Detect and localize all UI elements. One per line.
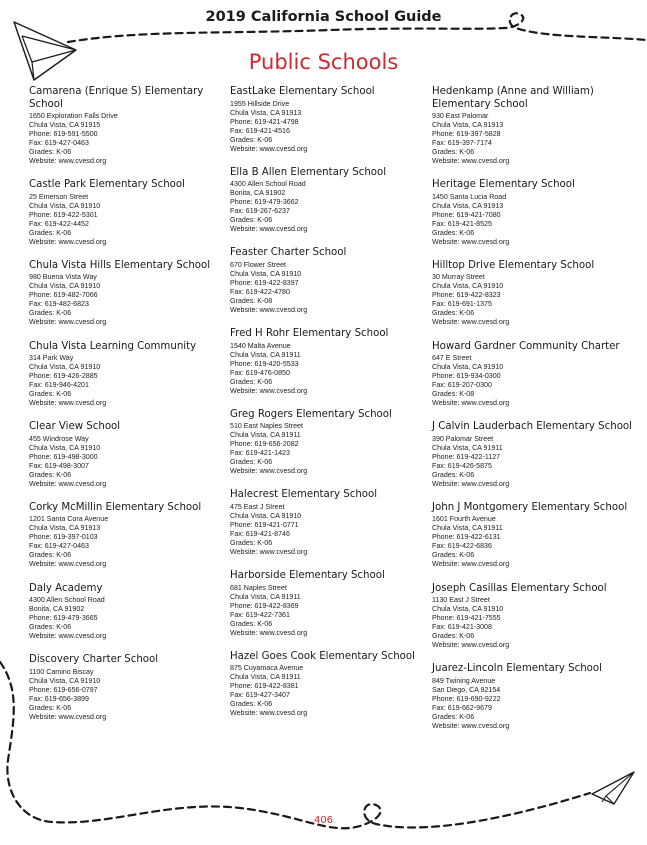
school-column-3 <box>432 86 632 744</box>
school-website: Website: www.cvesd.org <box>230 709 308 718</box>
school-phone: Phone: 619-421-7080 <box>432 210 501 219</box>
school-phone: Phone: 619-934-0300 <box>432 372 501 381</box>
school-fax: Fax: 619-421-1423 <box>230 449 290 458</box>
school-fax: Fax: 619-421-8525 <box>432 219 492 228</box>
school-grades: Grades: K-06 <box>432 551 475 560</box>
school-city: Chula Vista, CA 91911 <box>230 673 301 682</box>
school-city: Chula Vista, CA 91911 <box>432 443 503 452</box>
school-city: Chula Vista, CA 91911 <box>230 592 301 601</box>
school-website: Website: www.cvesd.org <box>230 225 308 234</box>
school-website: Website: www.cvesd.org <box>230 305 308 314</box>
school-city: Chula Vista, CA 91910 <box>230 511 302 520</box>
school-fax: Fax: 619-422-6836 <box>432 542 492 551</box>
school-grades: Grades: K-06 <box>230 377 273 386</box>
school-website: Website: www.cvesd.org <box>432 157 510 165</box>
school-name: Camarena (Enrique S) Elementary School <box>29 86 204 110</box>
guide-title: 2019 California School Guide <box>205 9 442 25</box>
school-name: Castle Park Elementary School <box>29 179 185 191</box>
school-name: Halecrest Elementary School <box>230 489 378 501</box>
school-address: 670 Flower Street <box>230 260 286 269</box>
school-phone: Phone: 619-421-4798 <box>230 117 299 126</box>
school-phone: Phone: 619-422-1127 <box>432 452 501 461</box>
school-website: Website: www.cvesd.org <box>432 641 510 650</box>
school-name: Clear View School <box>29 421 121 433</box>
school-name: J Calvin Lauderbach Elementary School <box>432 421 632 433</box>
school-column-2 <box>230 86 430 732</box>
school-grades: Grades: K-06 <box>230 538 273 547</box>
school-phone: Phone: 619-482-7066 <box>29 291 98 300</box>
school-listing <box>432 583 632 651</box>
school-city: Chula Vista, CA 91911 <box>230 431 301 440</box>
school-name: Fred H Rohr Elementary School <box>230 328 389 340</box>
school-website: Website: www.cvesd.org <box>29 318 107 327</box>
school-grades: Grades: K-06 <box>432 228 475 237</box>
school-fax: Fax: 619-691-1375 <box>432 300 492 309</box>
school-city: Chula Vista, CA 91910 <box>29 363 101 372</box>
school-phone: Phone: 619-656-2082 <box>230 440 299 449</box>
school-name: Chula Vista Learning Community <box>29 340 197 352</box>
school-phone: Phone: 619-421-7555 <box>432 614 501 623</box>
page-number: 406 <box>313 815 334 826</box>
school-phone: Phone: 619-498-3000 <box>29 452 98 461</box>
school-grades: Grades: K-06 <box>29 623 72 632</box>
school-listing <box>29 421 229 489</box>
school-address: 930 East Palomar <box>432 112 489 120</box>
school-listing <box>432 421 632 489</box>
school-address: 4300 Allen School Road <box>230 180 306 189</box>
school-address: 681 Naples Street <box>230 583 287 592</box>
school-phone: Phone: 619-422-8381 <box>230 682 299 691</box>
school-website: Website: www.cvesd.org <box>432 399 510 408</box>
school-website: Website: www.cvesd.org <box>29 399 107 408</box>
school-name: Chula Vista Hills Elementary School <box>29 259 211 271</box>
school-city: Chula Vista, CA 91911 <box>432 524 503 533</box>
school-grades: Grades: K-08 <box>432 390 475 399</box>
school-website: Website: www.cvesd.org <box>230 628 308 637</box>
school-city: Chula Vista, CA 91910 <box>432 363 504 372</box>
school-city: Chula Vista, CA 91910 <box>29 443 101 452</box>
school-fax: Fax: 619-656-3899 <box>29 694 89 703</box>
school-address: 647 E Street <box>432 354 472 363</box>
school-city: Chula Vista, CA 91910 <box>432 605 504 614</box>
school-fax: Fax: 619-397-7174 <box>432 139 492 147</box>
school-address: 1650 Exploration Falls Drive <box>29 112 118 120</box>
school-listing <box>432 502 632 570</box>
school-fax: Fax: 619-421-8746 <box>230 529 290 538</box>
school-name: Heritage Elementary School <box>432 179 575 191</box>
school-phone: Phone: 619-656-0797 <box>29 685 98 694</box>
school-phone: Phone: 619-397-0103 <box>29 533 98 542</box>
school-fax: Fax: 619-427-0463 <box>29 139 89 147</box>
school-listing <box>29 260 229 328</box>
school-fax: Fax: 619-482-6823 <box>29 300 89 309</box>
school-listing <box>432 341 632 409</box>
school-name: Greg Rogers Elementary School <box>230 408 392 420</box>
school-city: San Diego, CA 92154 <box>432 685 501 694</box>
school-fax: Fax: 619-426-5875 <box>432 461 492 470</box>
school-website: Website: www.cvesd.org <box>230 144 308 153</box>
school-address: 1601 Fourth Avenue <box>432 515 496 524</box>
school-address: 390 Palomar Street <box>432 434 494 443</box>
school-website: Website: www.cvesd.org <box>29 632 107 641</box>
school-listing <box>432 260 632 328</box>
school-grades: Grades: K-06 <box>432 712 475 721</box>
school-website: Website: www.cvesd.org <box>29 712 107 721</box>
school-website: Website: www.cvesd.org <box>432 237 510 246</box>
school-address: 1201 Santa Cora Avenue <box>29 515 109 524</box>
school-city: Chula Vista, CA 91915 <box>29 121 101 129</box>
school-grades: Grades: K-06 <box>230 216 273 225</box>
school-address: 25 Emerson Street <box>29 192 89 201</box>
school-city: Chula Vista, CA 91913 <box>432 121 504 129</box>
school-website: Website: www.cvesd.org <box>230 467 308 476</box>
school-phone: Phone: 619-422-5301 <box>29 210 98 219</box>
school-fax: Fax: 619-422-7361 <box>230 610 290 619</box>
school-address: 314 Park Way <box>29 354 74 363</box>
school-website: Website: www.cvesd.org <box>432 721 510 730</box>
school-name: Corky McMillin Elementary School <box>29 501 202 513</box>
school-name: Harborside Elementary School <box>230 570 385 582</box>
school-listing <box>432 179 632 247</box>
section-title: Public Schools <box>248 50 399 74</box>
school-address: 980 Buena Vista Way <box>29 273 97 282</box>
school-address: 30 Murray Street <box>432 273 485 282</box>
school-phone: Phone: 619-479-3665 <box>29 614 98 623</box>
school-name: EastLake Elementary School <box>230 86 375 97</box>
school-phone: Phone: 619-426-2885 <box>29 372 98 381</box>
school-name: Hedenkamp (Anne and William) Elementary School <box>432 86 594 110</box>
school-listing <box>29 341 229 409</box>
school-listing <box>432 86 632 166</box>
school-city: Bonita, CA 91902 <box>29 605 85 614</box>
school-fax: Fax: 619-476-0850 <box>230 368 290 377</box>
school-fax: Fax: 619-421-4516 <box>230 126 290 135</box>
school-name: Joseph Casillas Elementary School <box>432 582 607 594</box>
school-listing <box>29 654 229 722</box>
school-listing <box>29 86 229 166</box>
school-phone: Phone: 619-422-6131 <box>432 533 501 542</box>
school-address: 1955 Hillside Drive <box>230 99 290 108</box>
school-grades: Grades: K-06 <box>230 619 273 628</box>
school-listing <box>230 247 430 315</box>
school-city: Chula Vista, CA 91911 <box>230 350 301 359</box>
school-name: Hazel Goes Cook Elementary School <box>230 650 415 662</box>
school-grades: Grades: K-06 <box>230 135 273 144</box>
school-listing <box>230 167 430 235</box>
school-name: Discovery Charter School <box>29 654 159 666</box>
school-phone: Phone: 619-420-5533 <box>230 359 299 368</box>
school-address: 475 East J Street <box>230 502 285 511</box>
school-grades: Grades: K-06 <box>230 458 273 467</box>
school-grades: Grades: K-06 <box>29 228 72 237</box>
school-listing <box>230 489 430 557</box>
school-phone: Phone: 619-479-3662 <box>230 198 299 207</box>
school-fax: Fax: 619-427-0463 <box>29 542 89 551</box>
school-fax: Fax: 619-421-3008 <box>432 623 492 632</box>
school-listing <box>230 409 430 477</box>
school-city: Chula Vista, CA 91913 <box>230 108 302 117</box>
school-website: Website: www.cvesd.org <box>432 560 510 569</box>
school-address: 849 Twining Avenue <box>432 676 496 685</box>
school-listing <box>230 651 430 719</box>
school-fax: Fax: 619-207-0300 <box>432 381 492 390</box>
school-fax: Fax: 619-946-4201 <box>29 381 89 390</box>
school-website: Website: www.cvesd.org <box>29 479 107 488</box>
school-name: Howard Gardner Community Charter <box>432 340 620 352</box>
school-fax: Fax: 619-422-4452 <box>29 219 89 228</box>
school-grades: Grades: K-06 <box>29 703 72 712</box>
school-phone: Phone: 619-422-8323 <box>432 291 501 300</box>
school-grades: Grades: K-06 <box>432 309 475 318</box>
school-listing <box>230 86 430 154</box>
school-website: Website: www.cvesd.org <box>29 157 107 165</box>
school-name: Feaster Charter School <box>230 247 347 259</box>
school-website: Website: www.cvesd.org <box>230 386 308 395</box>
school-grades: Grades: K-06 <box>29 551 72 560</box>
school-address: 510 East Naples Street <box>230 422 303 431</box>
school-phone: Phone: 619-591-5500 <box>29 130 98 138</box>
school-address: 455 Windrose Way <box>29 434 89 443</box>
school-grades: Grades: K-06 <box>29 390 72 399</box>
school-city: Chula Vista, CA 91910 <box>432 282 504 291</box>
school-grades: Grades: K-06 <box>432 470 475 479</box>
school-grades: Grades: K-06 <box>432 148 475 156</box>
school-listing <box>230 328 430 396</box>
school-website: Website: www.cvesd.org <box>29 560 107 569</box>
school-website: Website: www.cvesd.org <box>230 547 308 556</box>
school-grades: Grades: K-06 <box>230 700 273 709</box>
school-fax: Fax: 619-662-9679 <box>432 703 492 712</box>
school-city: Chula Vista, CA 91913 <box>432 201 504 210</box>
school-grades: Grades: K-06 <box>29 148 72 156</box>
school-city: Chula Vista, CA 91910 <box>29 201 101 210</box>
school-address: 4300 Allen School Road <box>29 596 105 605</box>
school-phone: Phone: 619-397-5828 <box>432 130 501 138</box>
school-listing <box>29 583 229 642</box>
school-fax: Fax: 619-422-4780 <box>230 287 290 296</box>
school-fax: Fax: 619-427-3407 <box>230 691 290 700</box>
school-phone: Phone: 619-421-0771 <box>230 520 299 529</box>
school-phone: Phone: 619-422-8369 <box>230 601 299 610</box>
school-grades: Grades: K-06 <box>29 309 72 318</box>
school-grades: Grades: K-06 <box>432 632 475 641</box>
school-name: Hilltop Drive Elementary School <box>432 259 595 271</box>
school-name: Juarez-Lincoln Elementary School <box>432 663 602 675</box>
school-website: Website: www.cvesd.org <box>432 318 510 327</box>
school-grades: Grades: K-08 <box>230 296 273 305</box>
school-address: 875 Cuyamaca Avenue <box>230 664 304 673</box>
school-website: Website: www.cvesd.org <box>432 479 510 488</box>
school-city: Bonita, CA 91902 <box>230 189 286 198</box>
school-phone: Phone: 619-690-9222 <box>432 694 501 703</box>
school-city: Chula Vista, CA 91910 <box>29 676 101 685</box>
school-name: Ella B Allen Elementary School <box>230 166 387 178</box>
school-address: 1540 Malta Avenue <box>230 341 291 350</box>
school-listing <box>230 570 430 638</box>
school-grades: Grades: K-06 <box>29 470 72 479</box>
school-name: John J Montgomery Elementary School <box>432 501 628 513</box>
school-website: Website: www.cvesd.org <box>29 237 107 246</box>
school-address: 1130 East J Street <box>432 596 490 605</box>
school-fax: Fax: 619-498-3007 <box>29 461 89 470</box>
school-fax: Fax: 619-267-6237 <box>230 207 290 216</box>
school-listing <box>29 502 229 570</box>
school-name: Daly Academy <box>29 582 103 594</box>
school-phone: Phone: 619-422-8397 <box>230 278 299 287</box>
school-city: Chula Vista, CA 91910 <box>230 269 302 278</box>
school-address: 1100 Camino Biscay <box>29 667 94 676</box>
school-address: 1450 Santa Lucia Road <box>432 192 507 201</box>
school-listing <box>432 663 632 731</box>
school-listing <box>29 179 229 247</box>
school-column-1 <box>29 86 229 735</box>
school-city: Chula Vista, CA 91910 <box>29 282 101 291</box>
school-city: Chula Vista, CA 91913 <box>29 524 101 533</box>
paper-plane-icon <box>592 772 634 804</box>
